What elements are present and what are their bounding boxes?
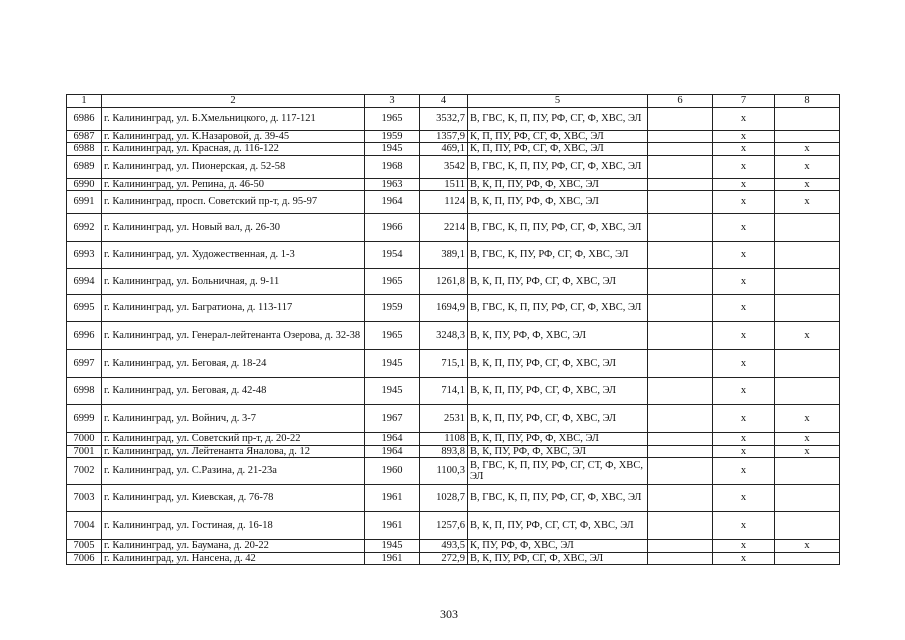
row-area: 1261,8 — [420, 269, 468, 295]
table-row — [67, 242, 840, 269]
row-address: г. Калининград, ул. Красная, д. 116-122 — [102, 143, 365, 156]
row-col7: x — [713, 130, 775, 143]
table-row — [67, 512, 840, 540]
row-id: 6999 — [67, 405, 102, 433]
row-col7: x — [713, 552, 775, 565]
row-services: В, К, ПУ, РФ, Ф, ХВС, ЭЛ — [468, 322, 648, 350]
row-col8 — [775, 378, 840, 405]
table-row — [67, 540, 840, 553]
row-address: г. Калининград, ул. С.Разина, д. 21-23а — [102, 458, 365, 485]
table-row — [67, 445, 840, 458]
row-services: В, К, ПУ, РФ, СГ, Ф, ХВС, ЭЛ — [468, 552, 648, 565]
row-col6 — [648, 155, 713, 178]
row-col8 — [775, 214, 840, 242]
row-address: г. Калининград, ул. Войнич, д. 3-7 — [102, 405, 365, 433]
row-year: 1961 — [365, 552, 420, 565]
row-col6 — [648, 378, 713, 405]
header-cell-3: 3 — [365, 95, 420, 108]
row-area: 3542 — [420, 155, 468, 178]
row-col7: x — [713, 178, 775, 191]
row-year: 1954 — [365, 242, 420, 269]
row-services: В, ГВС, К, П, ПУ, РФ, СГ, Ф, ХВС, ЭЛ — [468, 295, 648, 322]
row-address: г. Калининград, ул. Репина, д. 46-50 — [102, 178, 365, 191]
row-year: 1961 — [365, 485, 420, 512]
row-col8 — [775, 130, 840, 143]
row-col8: x — [775, 322, 840, 350]
housing-table — [66, 94, 840, 565]
row-id: 6991 — [67, 191, 102, 214]
row-col7: x — [713, 458, 775, 485]
table-row — [67, 269, 840, 295]
header-row — [67, 95, 840, 108]
row-col6 — [648, 458, 713, 485]
row-col7: x — [713, 295, 775, 322]
row-col8: x — [775, 143, 840, 156]
row-area: 893,8 — [420, 445, 468, 458]
row-area: 272,9 — [420, 552, 468, 565]
row-area: 1511 — [420, 178, 468, 191]
row-services: В, ГВС, К, П, ПУ, РФ, СГ, Ф, ХВС, ЭЛ — [468, 107, 648, 130]
header-cell-1: 1 — [67, 95, 102, 108]
row-services: К, П, ПУ, РФ, СГ, Ф, ХВС, ЭЛ — [468, 130, 648, 143]
row-id: 6989 — [67, 155, 102, 178]
row-address: г. Калининград, ул. Б.Хмельницкого, д. 117-121 — [102, 107, 365, 130]
row-col6 — [648, 445, 713, 458]
row-id: 6993 — [67, 242, 102, 269]
row-col6 — [648, 485, 713, 512]
table-row — [67, 485, 840, 512]
table-row — [67, 433, 840, 446]
row-address: г. Калининград, ул. Баумана, д. 20-22 — [102, 540, 365, 553]
row-services: В, ГВС, К, П, ПУ, РФ, СГ, Ф, ХВС, ЭЛ — [468, 485, 648, 512]
table-row — [67, 458, 840, 485]
table-row — [67, 214, 840, 242]
row-year: 1963 — [365, 178, 420, 191]
row-col6 — [648, 242, 713, 269]
row-col7: x — [713, 433, 775, 446]
row-id: 6986 — [67, 107, 102, 130]
row-id: 7004 — [67, 512, 102, 540]
row-col8 — [775, 350, 840, 378]
row-area: 1357,9 — [420, 130, 468, 143]
row-address: г. Калининград, ул. Гостиная, д. 16-18 — [102, 512, 365, 540]
row-address: г. Калининград, ул. Пионерская, д. 52-58 — [102, 155, 365, 178]
row-col8: x — [775, 445, 840, 458]
row-area: 1028,7 — [420, 485, 468, 512]
row-id: 7006 — [67, 552, 102, 565]
row-services: В, К, П, ПУ, РФ, СГ, Ф, ХВС, ЭЛ — [468, 378, 648, 405]
row-address: г. Калининград, ул. Больничная, д. 9-11 — [102, 269, 365, 295]
row-col7: x — [713, 445, 775, 458]
row-services: В, К, П, ПУ, РФ, Ф, ХВС, ЭЛ — [468, 191, 648, 214]
row-services: К, П, ПУ, РФ, СГ, Ф, ХВС, ЭЛ — [468, 143, 648, 156]
row-col8 — [775, 485, 840, 512]
row-area: 469,1 — [420, 143, 468, 156]
row-id: 6987 — [67, 130, 102, 143]
row-area: 1108 — [420, 433, 468, 446]
row-col8 — [775, 458, 840, 485]
page-number: 303 — [440, 607, 458, 621]
row-col7: x — [713, 269, 775, 295]
row-services: В, ГВС, К, П, ПУ, РФ, СГ, Ф, ХВС, ЭЛ — [468, 155, 648, 178]
row-col7: x — [713, 143, 775, 156]
row-services: В, ГВС, К, П, ПУ, РФ, СГ, СТ, Ф, ХВС, ЭЛ — [468, 458, 648, 485]
row-services: В, К, ПУ, РФ, Ф, ХВС, ЭЛ — [468, 445, 648, 458]
row-col7: x — [713, 242, 775, 269]
row-area: 3248,3 — [420, 322, 468, 350]
row-col8 — [775, 107, 840, 130]
table-row — [67, 552, 840, 565]
row-col7: x — [713, 540, 775, 553]
row-id: 7000 — [67, 433, 102, 446]
row-id: 6992 — [67, 214, 102, 242]
row-services: В, К, П, ПУ, РФ, СГ, Ф, ХВС, ЭЛ — [468, 405, 648, 433]
row-col7: x — [713, 350, 775, 378]
row-year: 1968 — [365, 155, 420, 178]
table-row — [67, 191, 840, 214]
row-id: 6997 — [67, 350, 102, 378]
row-address: г. Калининград, ул. Беговая, д. 42-48 — [102, 378, 365, 405]
row-services: В, К, П, ПУ, РФ, СГ, СТ, Ф, ХВС, ЭЛ — [468, 512, 648, 540]
row-services: В, К, П, ПУ, РФ, Ф, ХВС, ЭЛ — [468, 433, 648, 446]
row-col6 — [648, 512, 713, 540]
row-id: 6990 — [67, 178, 102, 191]
row-address: г. Калининград, ул. Художественная, д. 1-3 — [102, 242, 365, 269]
row-col8: x — [775, 405, 840, 433]
row-col7: x — [713, 191, 775, 214]
row-col7: x — [713, 405, 775, 433]
row-id: 6996 — [67, 322, 102, 350]
row-id: 6995 — [67, 295, 102, 322]
row-year: 1945 — [365, 143, 420, 156]
row-col7: x — [713, 378, 775, 405]
row-col8: x — [775, 540, 840, 553]
row-col6 — [648, 540, 713, 553]
row-address: г. Калининград, ул. Багратиона, д. 113-117 — [102, 295, 365, 322]
row-id: 7001 — [67, 445, 102, 458]
row-col6 — [648, 552, 713, 565]
row-col6 — [648, 433, 713, 446]
row-area: 1694,9 — [420, 295, 468, 322]
row-col7: x — [713, 322, 775, 350]
header-cell-8: 8 — [775, 95, 840, 108]
header-cell-6: 6 — [648, 95, 713, 108]
row-address: г. Калининград, ул. Киевская, д. 76-78 — [102, 485, 365, 512]
row-col6 — [648, 214, 713, 242]
row-id: 7002 — [67, 458, 102, 485]
row-col8 — [775, 295, 840, 322]
table-row — [67, 405, 840, 433]
row-address: г. Калининград, ул. К.Назаровой, д. 39-45 — [102, 130, 365, 143]
header-cell-7: 7 — [713, 95, 775, 108]
row-col6 — [648, 350, 713, 378]
row-id: 6994 — [67, 269, 102, 295]
row-area: 1124 — [420, 191, 468, 214]
row-year: 1965 — [365, 322, 420, 350]
table-row — [67, 155, 840, 178]
row-services: В, ГВС, К, ПУ, РФ, СГ, Ф, ХВС, ЭЛ — [468, 242, 648, 269]
row-col6 — [648, 405, 713, 433]
row-area: 714,1 — [420, 378, 468, 405]
row-id: 7005 — [67, 540, 102, 553]
row-col6 — [648, 107, 713, 130]
row-address: г. Калининград, ул. Беговая, д. 18-24 — [102, 350, 365, 378]
row-col6 — [648, 130, 713, 143]
row-col8: x — [775, 155, 840, 178]
table-row — [67, 350, 840, 378]
row-year: 1945 — [365, 378, 420, 405]
row-col7: x — [713, 107, 775, 130]
row-services: В, К, П, ПУ, РФ, Ф, ХВС, ЭЛ — [468, 178, 648, 191]
row-year: 1967 — [365, 405, 420, 433]
row-col8 — [775, 242, 840, 269]
row-area: 1257,6 — [420, 512, 468, 540]
row-col8: x — [775, 178, 840, 191]
row-col7: x — [713, 512, 775, 540]
row-col6 — [648, 269, 713, 295]
row-area: 1100,3 — [420, 458, 468, 485]
row-year: 1960 — [365, 458, 420, 485]
row-col7: x — [713, 485, 775, 512]
row-address: г. Калининград, ул. Генерал-лейтенанта Озерова, д. 32-38 — [102, 322, 365, 350]
row-services: В, К, П, ПУ, РФ, СГ, Ф, ХВС, ЭЛ — [468, 350, 648, 378]
row-year: 1964 — [365, 433, 420, 446]
row-area: 493,5 — [420, 540, 468, 553]
table-row — [67, 378, 840, 405]
row-year: 1945 — [365, 540, 420, 553]
row-col8 — [775, 512, 840, 540]
row-id: 6998 — [67, 378, 102, 405]
row-area: 715,1 — [420, 350, 468, 378]
table-row — [67, 130, 840, 143]
header-cell-5: 5 — [468, 95, 648, 108]
row-address: г. Калининград, ул. Нансена, д. 42 — [102, 552, 365, 565]
header-cell-2: 2 — [102, 95, 365, 108]
row-address: г. Калининград, ул. Новый вал, д. 26-30 — [102, 214, 365, 242]
row-year: 1966 — [365, 214, 420, 242]
table-row — [67, 295, 840, 322]
row-area: 2214 — [420, 214, 468, 242]
row-year: 1961 — [365, 512, 420, 540]
row-address: г. Калининград, просп. Советский пр-т, д. 95-97 — [102, 191, 365, 214]
row-col8: x — [775, 433, 840, 446]
row-address: г. Калининград, ул. Лейтенанта Яналова, д. 12 — [102, 445, 365, 458]
row-address: г. Калининград, ул. Советский пр-т, д. 20-22 — [102, 433, 365, 446]
row-col6 — [648, 322, 713, 350]
row-col8: x — [775, 191, 840, 214]
row-id: 6988 — [67, 143, 102, 156]
row-year: 1964 — [365, 191, 420, 214]
table-row — [67, 178, 840, 191]
header-cell-4: 4 — [420, 95, 468, 108]
row-col7: x — [713, 214, 775, 242]
table-row — [67, 322, 840, 350]
row-services: К, ПУ, РФ, Ф, ХВС, ЭЛ — [468, 540, 648, 553]
row-area: 2531 — [420, 405, 468, 433]
row-col6 — [648, 191, 713, 214]
row-col8 — [775, 269, 840, 295]
row-year: 1945 — [365, 350, 420, 378]
row-services: В, ГВС, К, П, ПУ, РФ, СГ, Ф, ХВС, ЭЛ — [468, 214, 648, 242]
row-area: 389,1 — [420, 242, 468, 269]
row-year: 1965 — [365, 107, 420, 130]
row-col6 — [648, 178, 713, 191]
row-year: 1959 — [365, 130, 420, 143]
row-year: 1965 — [365, 269, 420, 295]
row-area: 3532,7 — [420, 107, 468, 130]
row-col6 — [648, 143, 713, 156]
row-col7: x — [713, 155, 775, 178]
row-year: 1964 — [365, 445, 420, 458]
table-row — [67, 143, 840, 156]
row-id: 7003 — [67, 485, 102, 512]
table-row — [67, 107, 840, 130]
row-year: 1959 — [365, 295, 420, 322]
row-col6 — [648, 295, 713, 322]
row-services: В, К, П, ПУ, РФ, СГ, Ф, ХВС, ЭЛ — [468, 269, 648, 295]
row-col8 — [775, 552, 840, 565]
